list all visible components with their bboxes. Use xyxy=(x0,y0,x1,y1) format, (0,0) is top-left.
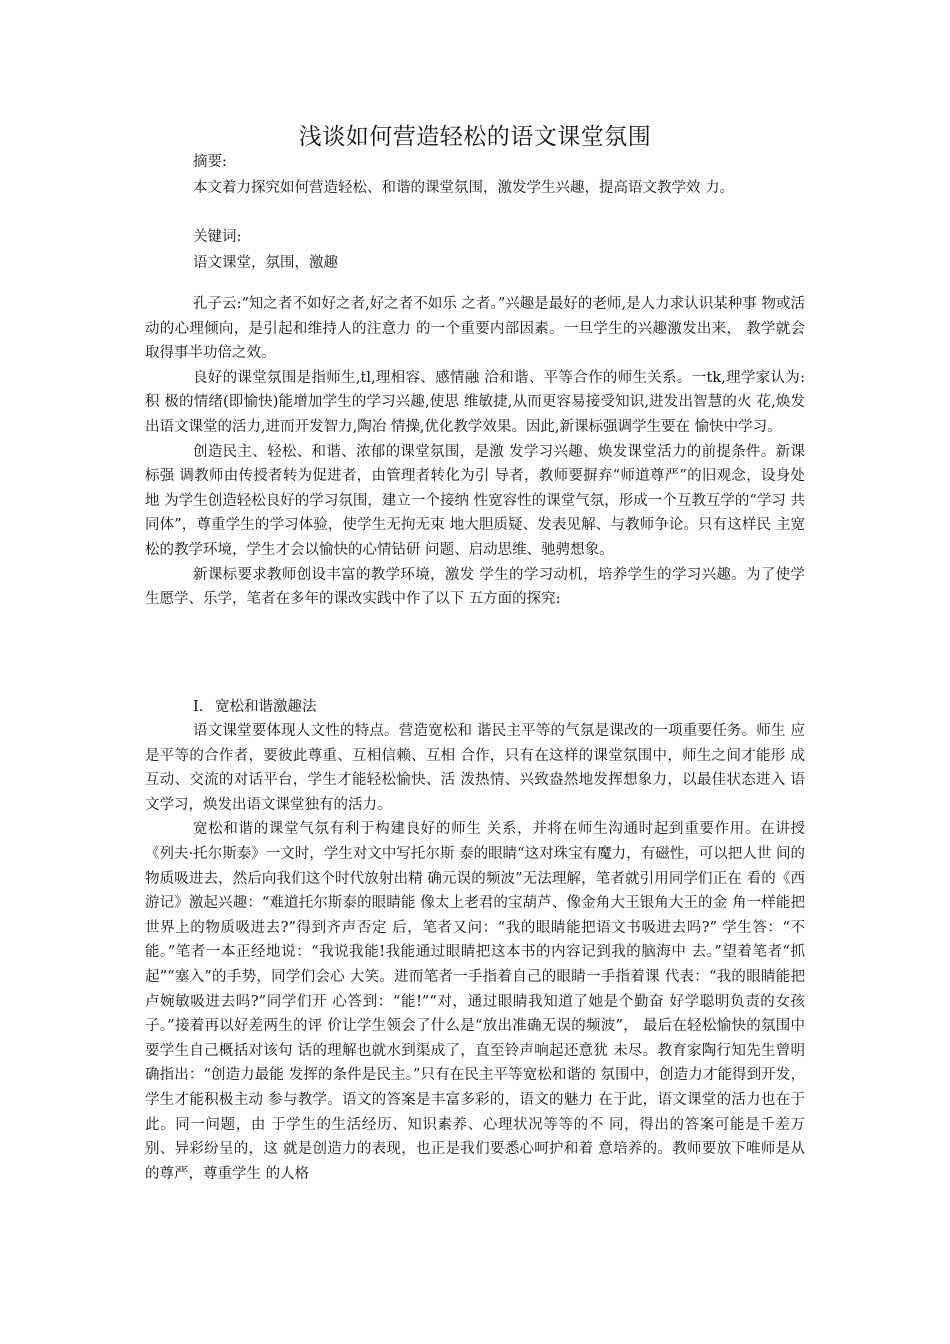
section-title: 宽松和谐激趣法 xyxy=(215,699,317,715)
paragraph: 良好的课堂氛围是指师生,tl,理相容、感情融 洽和谐、平等合作的师生关系。一tk,理学家认为:积 极的情绪(即愉快)能增加学生的学习兴趣,使思 维敏捷,从而更容易接受知识,进发出智慧的火 花,焕发出语文课堂的活力,进而开发智力,陶冶 情操,优化教学效果。因此,新课标强调学生要在 愉快中学习。 xyxy=(145,369,805,435)
section-body xyxy=(145,719,805,1186)
abstract-label: 摘要: xyxy=(193,154,227,170)
paragraph: 孔子云:“知之者不如好之者,好之者不如乐 之者。”兴趣是最好的老师,是人力求认识某种事 物或活动的心理倾向，是引起和维持人的注意力 的一个重要内部因素。一旦学生的兴趣激发出来， 教学就会取得事半功倍之效。 xyxy=(145,296,805,362)
abstract-text: 本文着力探究如何营造轻松、和谐的课堂氛围，激发学生兴趣，提高语文教学效 力。 xyxy=(193,180,735,196)
intro-body xyxy=(145,292,805,612)
section-number: I. xyxy=(193,699,204,715)
paragraph: 新课标要求教师创设丰富的教学环境，激发 学生的学习动机，培养学生的学习兴趣。为了使学 生愿学、乐学，笔者在多年的课改实践中作了以下 五方面的探究: xyxy=(145,566,805,608)
paragraph: 语文课堂要体现人文性的特点。营造宽松和 谐民主平等的气氛是课改的一项重要任务。师生 应是平等的合作者，要彼此尊重、互相信赖、互相 合作，只有在这样的课堂氛围中，师生之间才能形 成互动、交流的对话平台，学生才能轻松愉快、活 泼热情、兴致盎然地发挥想象力，以最佳状态进入 语文学习，焕发出语文课堂独有的活力。 xyxy=(145,723,805,813)
paragraph: 创造民主、轻松、和谐、浓郁的课堂氛围，是激 发学习兴趣、焕发课堂活力的前提条件。新课标强 调教师由传授者转为促进者，由管理者转化为引 导者，教师要摒弃“师道尊严”的旧观念，设身处地 为学生创造轻松良好的学习氛围，建立一个接纳 性宽容性的课堂气氛，形成一个互教互学的“学习 共同体”，尊重学生的学习体验，使学生无拘无束 地大胆质疑、发表见解、与教师争论。只有这样民 主宽松的教学环境，学生才会以愉快的心情钻研 问题、启动思维、驰骋想象。 xyxy=(145,443,805,558)
document-title: 浅谈如何营造轻松的语文课堂氛围 xyxy=(298,124,652,150)
paragraph: 宽松和谐的课堂气氛有利于构建良好的师生 关系，并将在师生沟通时起到重要作用。在讲授《列夫·托尔斯泰》一文时，学生对文中写托尔斯 泰的眼睛“这对珠宝有魔力，有磁性，可以把人世 间的物质吸进去，然后向我们这个时代放射出精 确元误的频波”无法理解，笔者就引用同学们正在 看的《西游记》激起兴趣：“难道托尔斯泰的眼睛能 像太上老君的宝葫芦、像金角大王银角大王的金 角一样能把世界上的物质吸进去?”得到齐声否定 后，笔者又问：“我的眼睛能把语文书吸进去吗?” 学生答：“不能。”笔者一本正经地说：“我说我能!我能通过眼睛把这本书的内容记到我的脑海中 去。”望着笔者“抓起”“塞入”的手势，同学们会心 大笑。进而笔者一手指着自己的眼睛一手指着课 代表：“我的眼睛能把卢婉敏吸进去吗?”同学们开 心答到：“能!”“对，通过眼睛我知道了她是个勤奋 好学聪明负责的女孩子。”接着再以好差两生的评 价让学生领会了什么是“放出准确无误的频波”， 最后在轻松愉快的氛围中要学生自己概括对该句 话的理解也就水到渠成了，直至铃声响起还意犹 未尽。教育家陶行知先生曾明确指出：“创造力最能 发挥的条件是民主。”只有在民主平等宽松和谐的 氛围中，创造力才能得到开发，学生才能积极主动 参与教学。语文的答案是丰富多彩的，语文的魅力 在于此，语文课堂的活力也在于此。同一问题，由 于学生的生活经历、知识素养、心理状况等等的不 同，得出的答案可能是千差万别、异彩纷呈的，这 就是创造力的表现，也正是我们要悉心呵护和着 意培养的。教师要放下唯师是从的尊严，尊重学生 的人格 xyxy=(145,821,805,1182)
keywords-text: 语文课堂，氛围，激趣 xyxy=(193,255,338,271)
keywords-label: 关键词: xyxy=(193,229,242,245)
section-heading xyxy=(193,695,317,719)
